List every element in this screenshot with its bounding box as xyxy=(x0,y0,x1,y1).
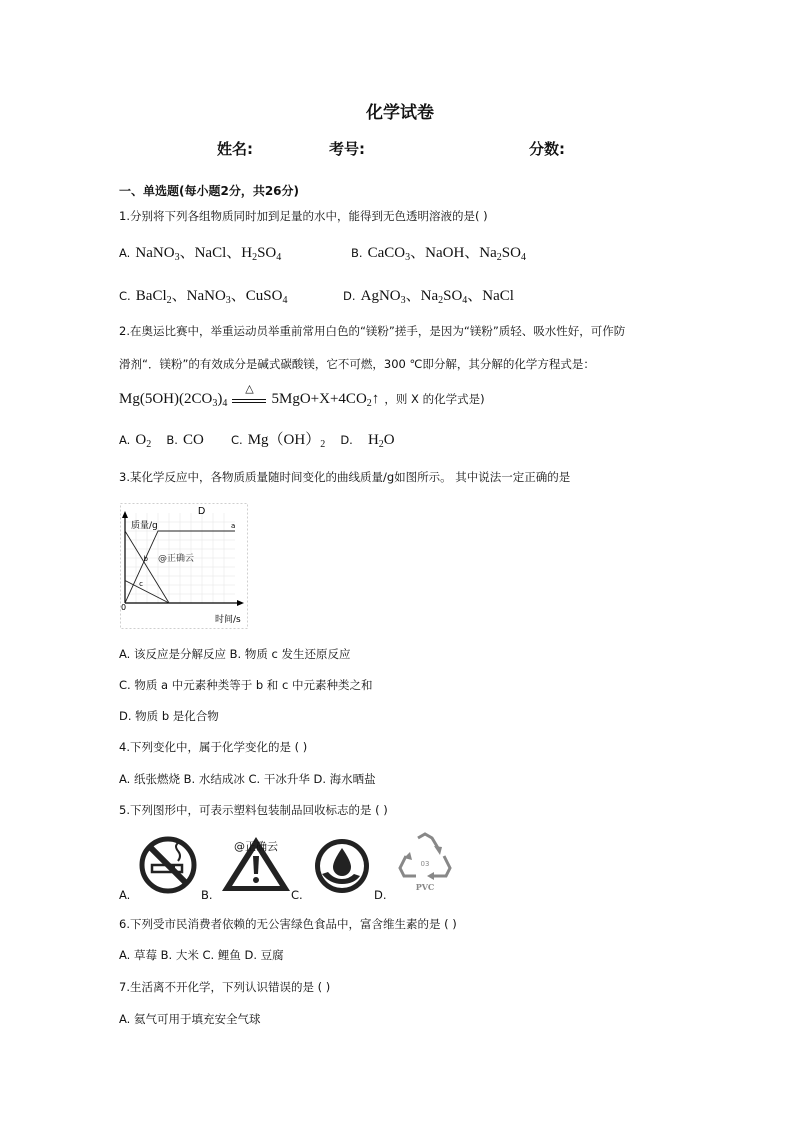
option-label: C. xyxy=(119,289,131,303)
chart-title: D xyxy=(198,506,206,517)
question-5-option-a-label: A. xyxy=(119,888,131,902)
question-5-option-c-label: C. xyxy=(291,888,303,902)
option-label: B. xyxy=(351,246,363,260)
question-3-option-d: D. 物质 b 是化合物 xyxy=(119,709,219,723)
exam-number-label: 考号: xyxy=(329,140,365,158)
question-1-option-c: C. BaCl$_2$、NaNO$_3$、CuSO$_4$ xyxy=(119,288,288,306)
question-2-line-2: 滑剂“．镁粉”的有效成分是碱式碳酸镁，它不可燃，300 ℃即分解，其分解的化学方程式是： xyxy=(119,357,595,371)
section-heading: 一、单选题(每小题2分，共26分) xyxy=(119,184,300,198)
question-5-option-b-label: B. xyxy=(201,888,213,902)
q5-watermark: @正确云 xyxy=(234,840,278,853)
question-5-option-d-label: D. xyxy=(374,888,387,902)
question-1-option-b: B. CaCO$_3$、NaOH、$Na_2SO_4$ xyxy=(351,245,526,263)
recycle-text: PVC xyxy=(415,882,435,892)
mass-time-chart xyxy=(120,503,248,629)
option-label: A. xyxy=(119,246,131,260)
option-label: A. xyxy=(119,433,131,447)
origin-label: 0 xyxy=(121,603,127,612)
water-saving-icon xyxy=(312,836,372,900)
y-axis-label: 质量/g xyxy=(131,521,158,531)
x-axis-label: 时间/s xyxy=(215,615,241,625)
chart-watermark: @正确云 xyxy=(158,554,195,564)
name-label: 姓名: xyxy=(217,140,253,158)
question-7-stem: 7.生活离不开化学，下列认识错误的是 ( ) xyxy=(119,980,331,994)
no-smoking-icon xyxy=(138,835,198,899)
option-label: D. xyxy=(343,289,356,303)
option-label: B. xyxy=(166,433,178,447)
question-2-options: A. $O_2$ B. CO C. $Mg(OH)_2$ D. $H_2O$ xyxy=(119,432,395,450)
question-1-stem: 1.分别将下列各组物质同时加到足量的水中，能得到无色透明溶液的是( ) xyxy=(119,209,488,223)
heat-arrow: △ xyxy=(232,390,266,403)
question-2-equation: $Mg(5OH)(2CO_3)_4$ △ $5MgO+X+4CO_2↑$ ，则 X 的化学式是) xyxy=(119,383,485,409)
question-6-options: A. 草莓 B. 大米 C. 鲤鱼 D. 豆腐 xyxy=(119,948,284,962)
series-a-label: a xyxy=(231,522,236,530)
series-c-label: c xyxy=(139,579,143,588)
question-4-stem: 4.下列变化中，属于化学变化的是 ( ) xyxy=(119,740,308,754)
recycle-code: 03 xyxy=(420,860,430,868)
question-3-option-c: C. 物质 a 中元素种类等于 b 和 c 中元素种类之和 xyxy=(119,678,373,692)
question-6-stem: 6.下列受市民消费者依赖的无公害绿色食品中，富含维生素的是 ( ) xyxy=(119,917,457,931)
equation-tail: ，则 X 的化学式是) xyxy=(384,392,485,406)
option-label: D. xyxy=(340,433,353,447)
question-5-stem: 5.下列图形中，可表示塑料包装制品回收标志的是 ( ) xyxy=(119,803,388,817)
series-b-label: b xyxy=(143,555,148,563)
option-label: C. xyxy=(230,433,243,447)
chart-svg xyxy=(120,503,248,629)
page-title: 化学试卷 xyxy=(366,103,434,123)
question-7-option-a: A. 氦气可用于填充安全气球 xyxy=(119,1012,261,1026)
question-3-stem: 3.某化学反应中，各物质质量随时间变化的曲线质量/g如图所示。 其中说法一定正确的是 xyxy=(119,470,571,484)
question-1-option-d: D. AgNO$_3$、$Na_2SO_4$、NaCl xyxy=(343,288,514,306)
question-4-options: A. 纸张燃烧 B. 水结成冰 C. 干冰升华 D. 海水晒盐 xyxy=(119,772,376,786)
score-label: 分数: xyxy=(529,140,565,158)
recycle-pvc-icon xyxy=(394,830,456,898)
question-1-option-a: A. NaNO$_3$、NaCl、$H_2SO_4$ xyxy=(119,245,282,263)
question-3-options-ab: A. 该反应是分解反应 B. 物质 c 发生还原反应 xyxy=(119,647,351,661)
question-2-line-1: 2.在奥运比赛中，举重运动员举重前常用白色的“镁粉”搓手，是因为“镁粉”质轻、吸水性好，可作防 xyxy=(119,324,626,338)
